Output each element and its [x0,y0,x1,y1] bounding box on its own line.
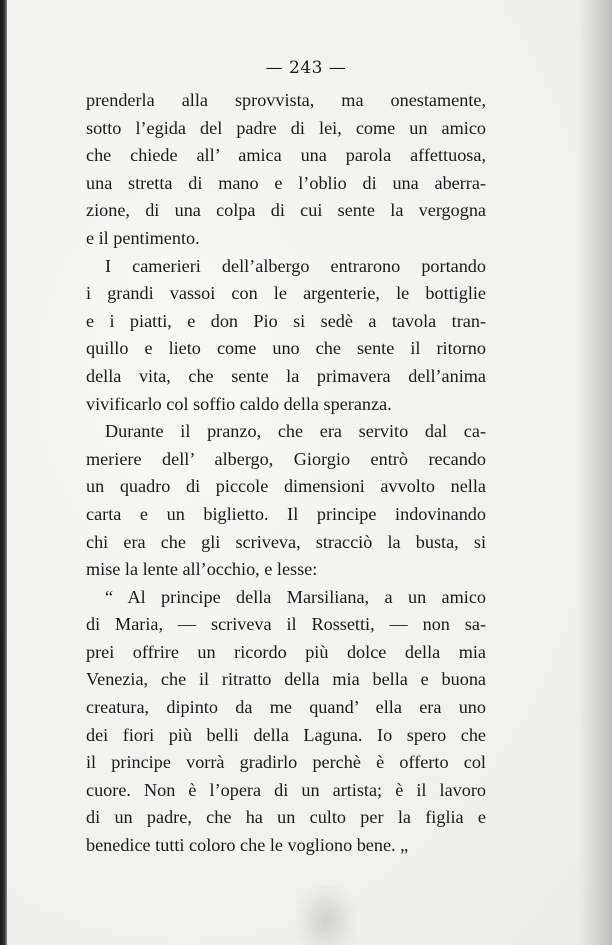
text-line: cuore. Non è l’opera di un artista; è il lavoro [86,779,486,800]
page-binding-edge [0,0,7,945]
text-line: prei offrire un ricordo più dolce della mia [86,641,486,662]
paragraph [86,418,486,584]
text-line: chi era che gli scriveva, stracciò la busta, si [86,531,486,552]
page-right-shadow [578,0,612,945]
text-line: vivificarlo col soffio caldo della speranza. [86,393,392,414]
text-line: che chiede all’ amica una parola affettuosa, [86,145,486,166]
text-line: una stretta di mano e l’oblio di una aberra- [86,172,486,193]
text-line: di Maria, — scriveva il Rossetti, — non sa- [86,614,486,635]
text-line: di un padre, che ha un culto per la figlia e [86,807,486,828]
text-line: quillo e lieto come uno che sente il ritorno [86,338,486,359]
text-line: mise la lente all’occhio, e lesse: [86,559,318,580]
text-line: carta e un biglietto. Il principe indovinando [86,503,486,524]
text-line: prenderla alla sprovvista, ma onestamente, [86,90,486,110]
text-line: dei fiori più belli della Laguna. Io spero che [86,724,486,745]
paragraph [86,584,486,860]
page-number: — 243 — [265,58,347,78]
text-line: un quadro di piccole dimensioni avvolto nella [86,476,486,497]
text-line: Venezia, che il ritratto della mia bella e buona [86,669,486,690]
text-line: creatura, dipinto da me quand’ ella era uno [86,697,486,718]
text-line: “ Al principe della Marsiliana, a un amico [105,586,486,607]
text-line: e il pentimento. [86,227,200,248]
text-line: meriere dell’ albergo, Giorgio entrò recando [86,448,486,469]
text-line: e i piatti, e don Pio si sedè a tavola tran- [86,310,486,331]
text-line: sotto l’egida del padre di lei, come un amico [86,117,486,138]
text-line: il principe vorrà gradirlo perchè è offerto col [86,752,486,773]
text-line: i grandi vassoi con le argenterie, le bottiglie [86,283,486,304]
text-line: I camerieri dell’albergo entrarono portando [105,255,486,276]
body-text [86,87,486,860]
text-line: benedice tutti coloro che le vogliono bene. „ [86,835,409,856]
paragraph [86,87,486,253]
paper-stain [296,885,356,945]
text-line: della vita, che sente la primavera dell’anima [86,365,486,386]
paragraph [86,253,486,419]
text-line: zione, di una colpa di cui sente la vergogna [86,200,486,221]
text-line: Durante il pranzo, che era servito dal ca- [105,421,486,442]
